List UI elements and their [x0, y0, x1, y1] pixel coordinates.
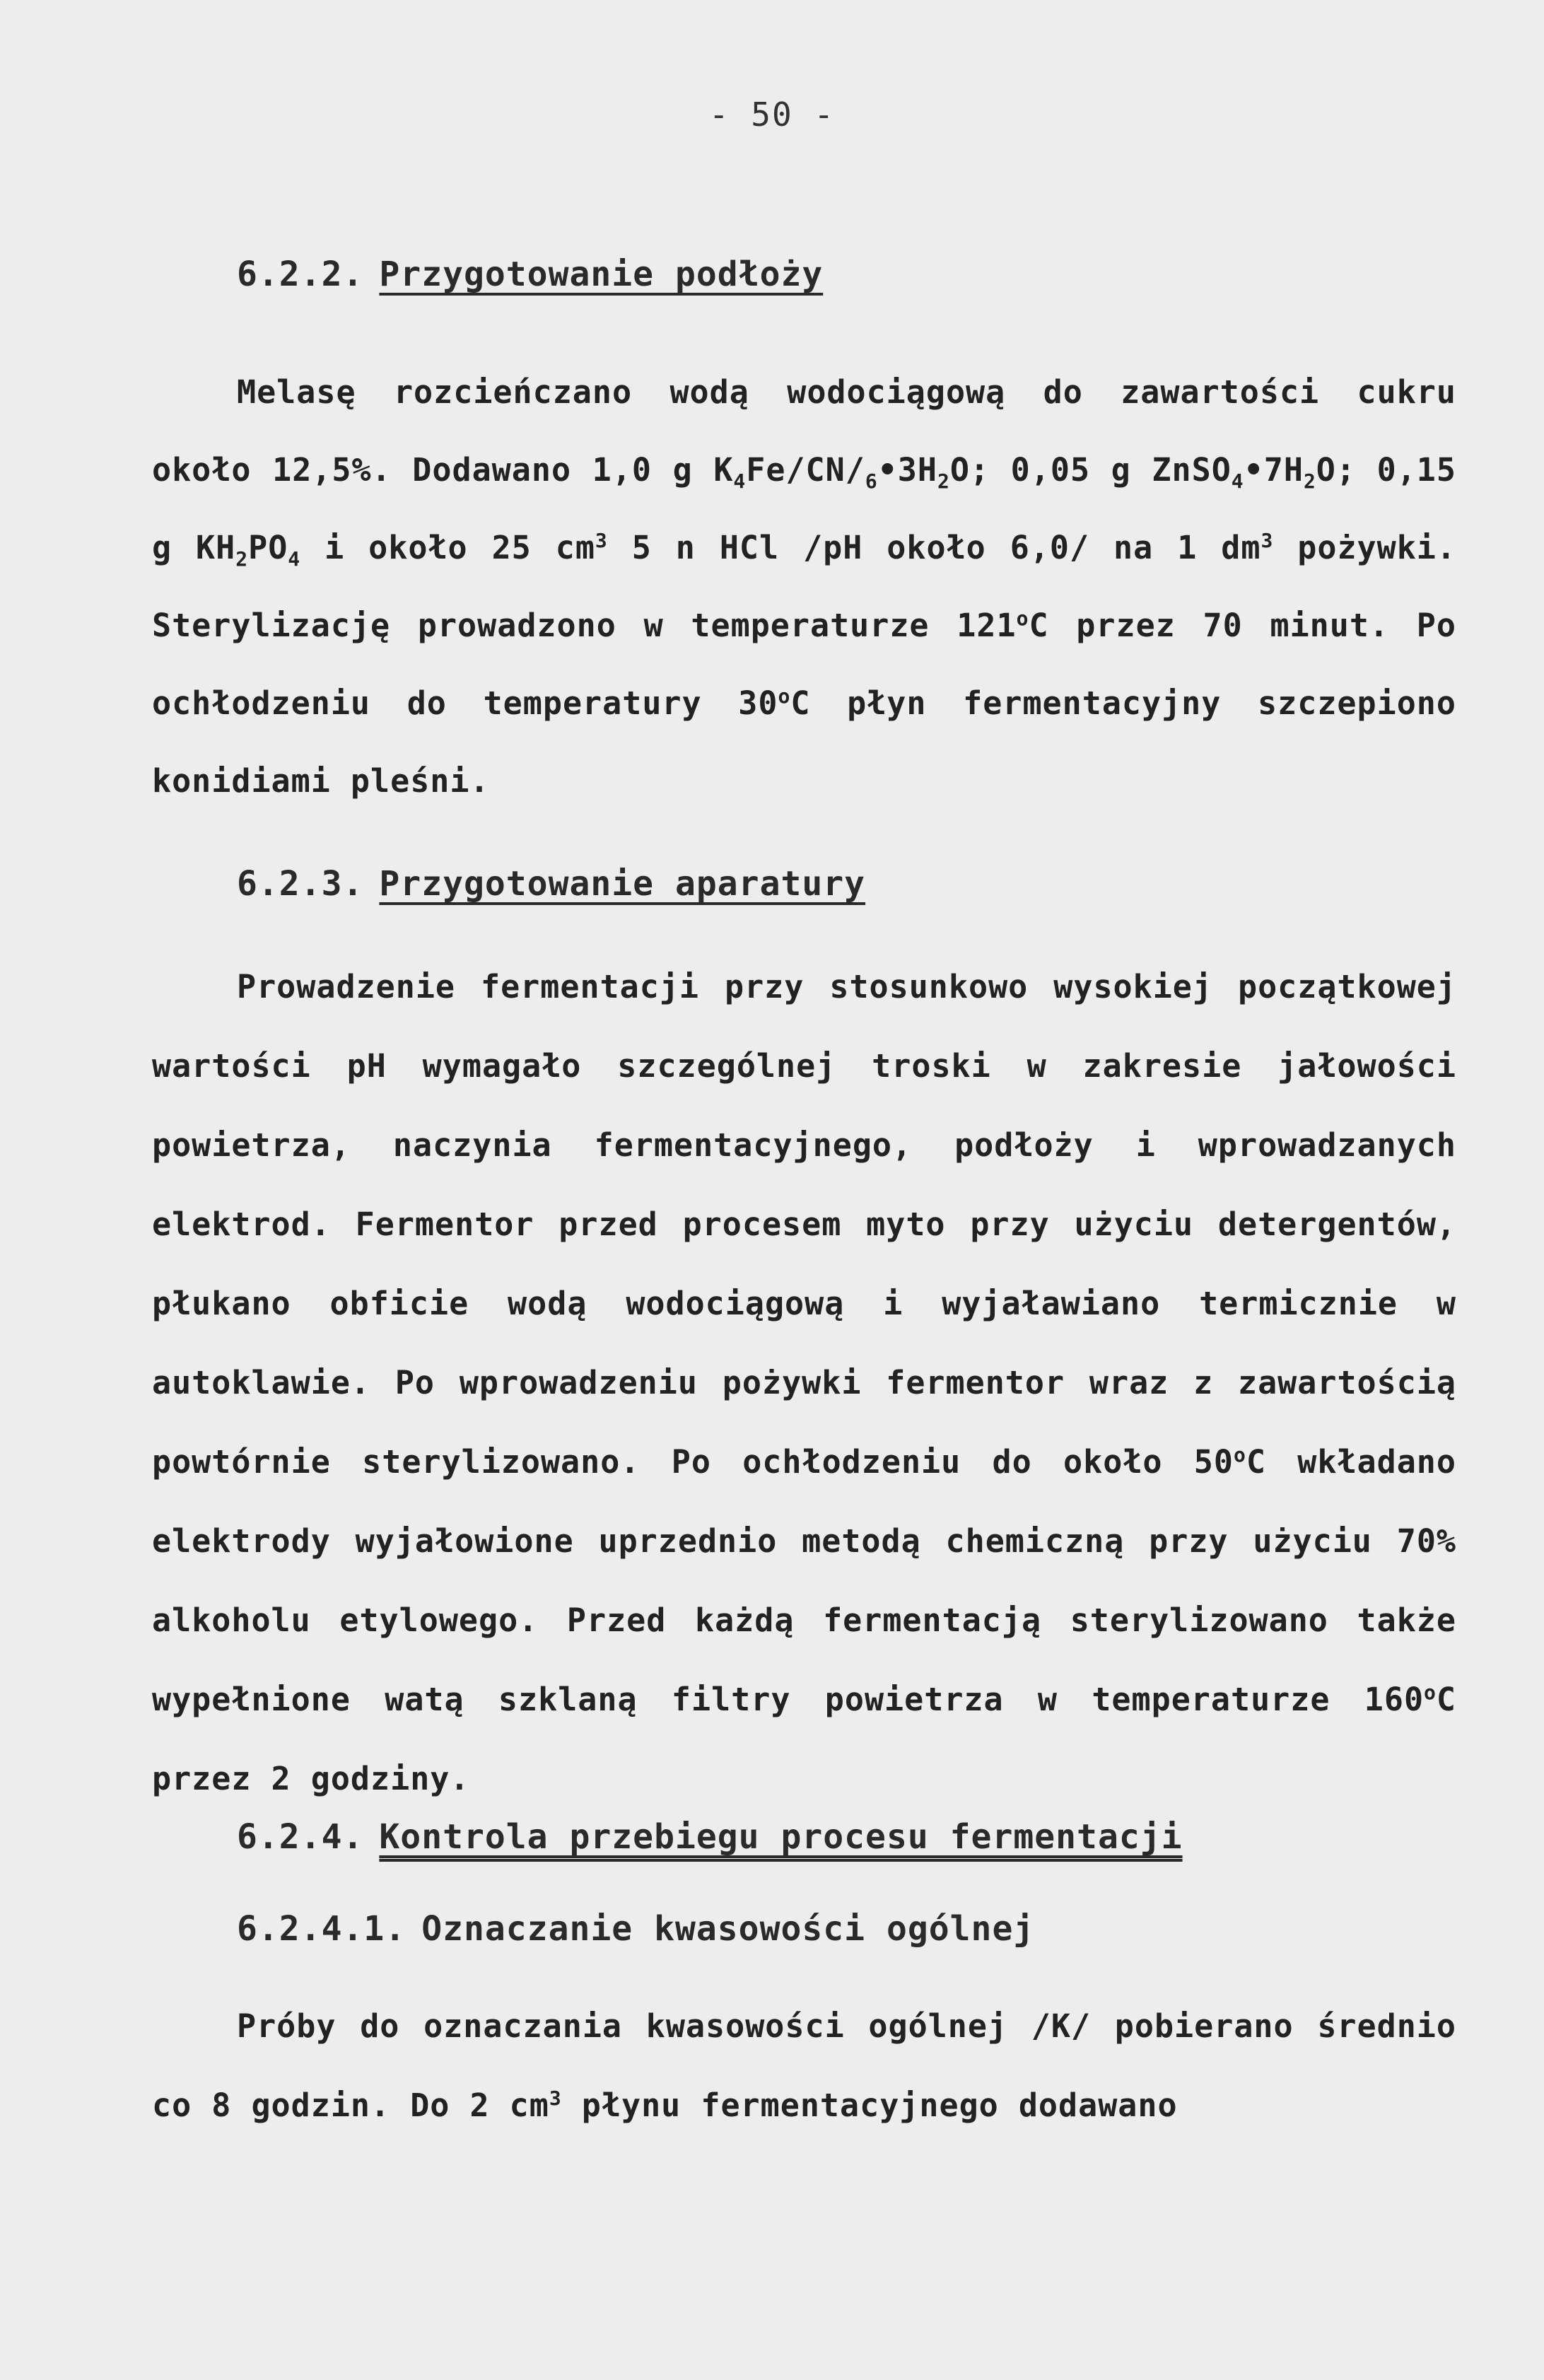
- page-number: - 50 -: [708, 95, 836, 134]
- section-heading-6-2-2: [237, 255, 823, 294]
- paragraph-media-preparation: Melasę rozcieńczano wodą wodociągową do zawartości cukru około 12,5%. Dodawano 1,0 g $K_4Fe/CN/_6•3H_2O$; 0,05 g $ZnSO_4•7H_2O$; 0,15 g $KH_2PO_4$ i około 25 $cm^3$ 5 n HCl /pH około 6,0/ na 1 $dm^3$ pożywki. Sterylizację prowadzono w temperaturze 121$^o$C przez 70 minut. Po ochłodzeniu do temperatury 30$^o$C płyn fermentacyjny szczepiono konidiami pleśni.: [152, 373, 1456, 800]
- section-number: 6.2.4.: [237, 1817, 364, 1857]
- section-heading-6-2-4: [237, 1817, 1183, 1857]
- section-title: Przygotowanie aparatury: [379, 864, 866, 904]
- section-number: 6.2.3.: [237, 864, 364, 904]
- section-number: 6.2.2.: [237, 255, 364, 294]
- paragraph-total-acidity: Próby do oznaczania kwasowości ogólnej /K/ pobierano średnio co 8 godzin. Do 2 $cm^3$ płynu fermentacyjnego dodawano: [152, 2007, 1456, 2124]
- paragraph-apparatus-preparation: Prowadzenie fermentacji przy stosunkowo wysokiej początkowej wartości pH wymagało szczególnej troski w zakresie jałowości powietrza, naczynia fermentacyjnego, podłoży i wprowadzanych elektrod. Fermentor przed procesem myto przy użyciu detergentów, płukano obficie wodą wodociągową i wyjaławiano termicznie w autoklawie. Po wprowadzeniu pożywki fermentor wraz z zawartością powtórnie sterylizowano. Po ochłodzeniu do około 50$^o$C wkładano elektrody wyjałowione uprzednio metodą chemiczną przy użyciu 70% alkoholu etylowego. Przed każdą fermentacją sterylizowano także wypełnione watą szklaną filtry powietrza w temperaturze 160$^o$C przez 2 godziny.: [152, 968, 1456, 1797]
- section-heading-6-2-4-1: [237, 1909, 1034, 1949]
- section-number: 6.2.4.1.: [237, 1909, 407, 1949]
- section-title: Oznaczanie kwasowości ogólnej: [421, 1909, 1035, 1949]
- section-heading-6-2-3: [237, 864, 865, 904]
- section-title: Przygotowanie podłoży: [379, 255, 824, 294]
- section-title: Kontrola przebiegu procesu fermentacji: [379, 1817, 1183, 1857]
